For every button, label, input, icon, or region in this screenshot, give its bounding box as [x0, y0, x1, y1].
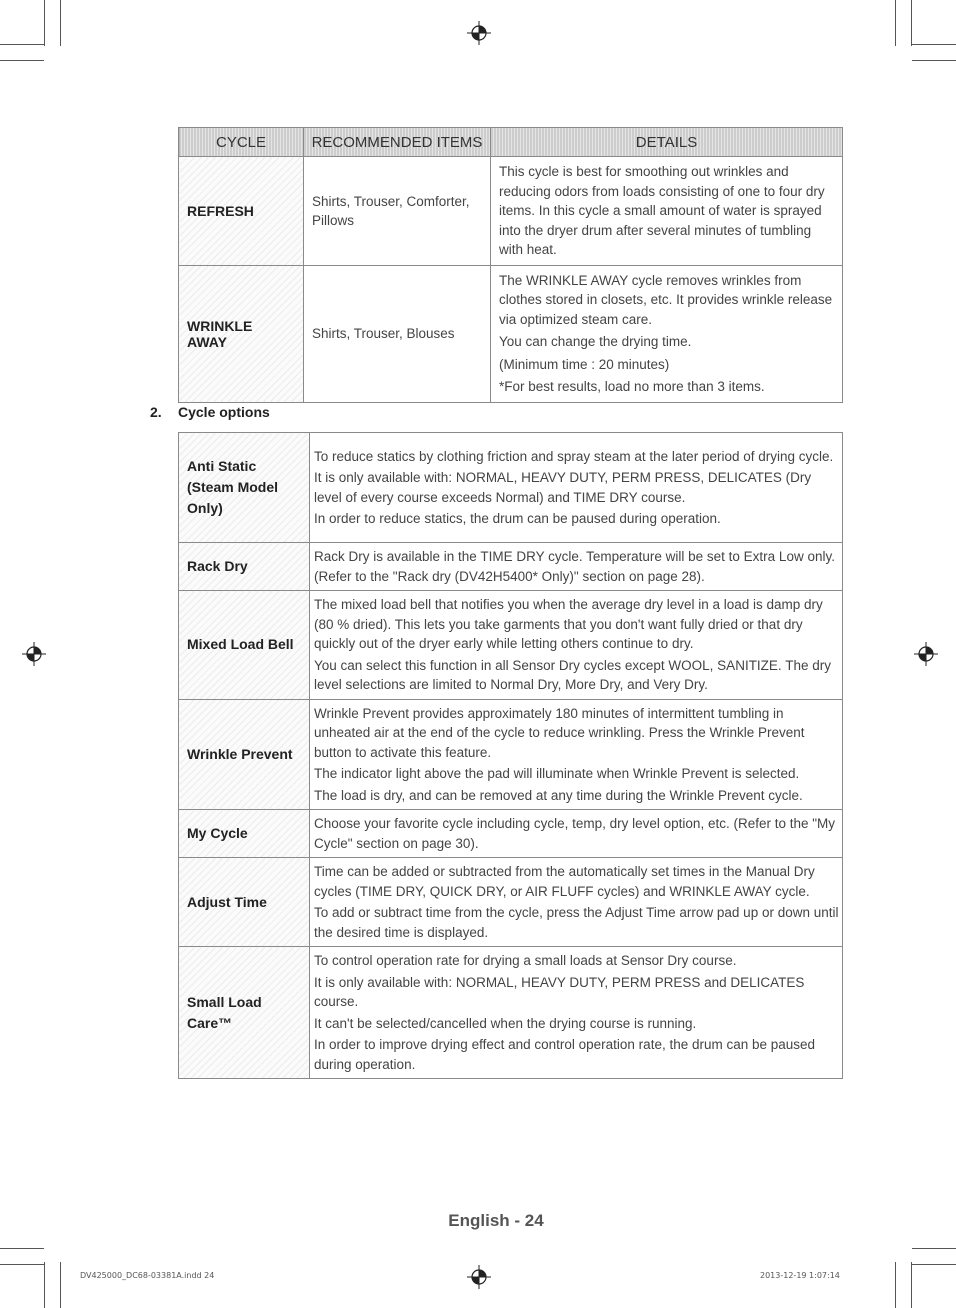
print-timestamp: 2013-12-19 1:07:14	[760, 1271, 840, 1280]
detail-text: Time can be added or subtracted from the automatically set times in the Manual Dry cycles (TIME DRY, QUICK DRY, or AIR FLUFF cycles) and WRINKLE AWAY cycle.	[314, 864, 815, 899]
crop-mark	[44, 1262, 45, 1308]
recommended-items: Shirts, Trouser, Blouses	[304, 265, 491, 402]
cycle-name: REFRESH	[179, 157, 304, 266]
crop-mark	[912, 44, 956, 45]
crop-mark	[0, 1248, 44, 1249]
table-row	[179, 810, 843, 858]
table-row	[179, 947, 843, 1079]
cycle-table-header	[179, 128, 843, 157]
option-details	[310, 810, 843, 858]
crop-mark	[911, 1262, 912, 1308]
cycle-table	[178, 127, 843, 403]
detail-text: The mixed load bell that notifies you when the average dry level in a load is damp dry (80 % dried). This lets you take garments that you don't want fully dried or that dry quickly out of the dryer early while letting others continue to dry.	[314, 597, 823, 651]
table-row	[179, 699, 843, 810]
detail-text: Wrinkle Prevent provides approximately 180 minutes of intermittent tumbling in unheated air at the end of the cycle to reduce wrinkling. Press the Wrinkle Prevent button to activate this feature.	[314, 705, 805, 760]
crop-mark	[0, 1264, 44, 1265]
table-row	[179, 591, 843, 700]
detail-text: *For best results, load no more than 3 items.	[499, 379, 765, 394]
table-row	[179, 157, 843, 266]
crop-mark	[0, 44, 44, 45]
crop-mark	[44, 0, 45, 46]
crop-mark	[912, 60, 956, 61]
detail-text: Rack Dry is available in the TIME DRY cycle. Temperature will be set to Extra Low only. (Refer to the "Rack dry (DV42H5400* Only)" section on page 28).	[314, 549, 835, 584]
option-details	[310, 699, 843, 810]
option-name: Rack Dry	[179, 543, 310, 591]
table-row	[179, 265, 843, 402]
detail-text: It is only available with: NORMAL, HEAVY DUTY, PERM PRESS and DELICATES course.	[314, 974, 805, 1009]
registration-mark-icon	[914, 642, 938, 666]
crop-mark	[60, 1262, 61, 1308]
option-details	[310, 947, 843, 1079]
option-name: My Cycle	[179, 810, 310, 858]
detail-text: Choose your favorite cycle including cycle, temp, dry level option, etc. (Refer to the "My Cycle" section on page 30).	[314, 816, 836, 851]
table-row	[179, 433, 843, 543]
cycle-name: WRINKLE AWAY	[179, 265, 304, 402]
detail-text: It is only available with: NORMAL, HEAVY DUTY, PERM PRESS, DELICATES (Dry level of every course exceeds Normal) and TIME DRY course.	[314, 470, 812, 505]
crop-mark	[895, 1262, 896, 1308]
detail-text: (Minimum time : 20 minutes)	[499, 356, 670, 372]
option-details	[310, 543, 843, 591]
registration-mark-icon	[22, 642, 46, 666]
header-cycle: CYCLE	[179, 128, 304, 157]
detail-text: The indicator light above the pad will illuminate when Wrinkle Prevent is selected.	[314, 766, 800, 781]
detail-text: It can't be selected/cancelled when the drying course is running.	[314, 1015, 697, 1031]
header-recommended-items: RECOMMENDED ITEMS	[304, 128, 491, 157]
cycle-details	[491, 265, 843, 402]
detail-text: You can select this function in all Sensor Dry cycles except WOOL, SANITIZE. The dry level selections are limited to Normal Dry, More Dry, and Very Dry.	[314, 657, 831, 692]
registration-mark-icon	[467, 21, 491, 45]
option-details	[310, 858, 843, 947]
detail-text: You can change the drying time.	[499, 334, 692, 349]
table-row	[179, 858, 843, 947]
crop-mark	[60, 0, 61, 46]
option-name: Adjust Time	[179, 858, 310, 947]
crop-mark	[0, 60, 44, 61]
file-slug: DV425000_DC68-03381A.indd 24	[80, 1271, 215, 1280]
crop-mark	[912, 1248, 956, 1249]
option-name: Small Load Care™	[179, 947, 310, 1079]
detail-text: To control operation rate for drying a small loads at Sensor Dry course.	[314, 953, 737, 968]
registration-mark-icon	[467, 1265, 491, 1289]
crop-mark	[895, 0, 896, 46]
section-heading	[150, 404, 270, 420]
cycle-details	[491, 157, 843, 266]
crop-mark	[911, 0, 912, 46]
table-row	[179, 543, 843, 591]
detail-text: To reduce statics by clothing friction and spray steam at the later period of drying cycle.	[314, 448, 834, 464]
option-name: Mixed Load Bell	[179, 591, 310, 700]
option-name: Wrinkle Prevent	[179, 699, 310, 810]
detail-text: The load is dry, and can be removed at any time during the Wrinkle Prevent cycle.	[314, 787, 803, 803]
section-title: Cycle options	[178, 404, 270, 420]
option-name: Anti Static (Steam Model Only)	[179, 433, 310, 543]
detail-text: In order to reduce statics, the drum can be paused during operation.	[314, 511, 721, 526]
page-number: English - 24	[448, 1211, 544, 1230]
recommended-items: Shirts, Trouser, Comforter, Pillows	[304, 157, 491, 266]
detail-text: This cycle is best for smoothing out wrinkles and reducing odors from loads consisting of one to four dry items. In this cycle a small amount of water is sprayed into the dryer drum after several minutes of tumbling with heat.	[499, 164, 825, 257]
crop-mark	[912, 1264, 956, 1265]
section-number: 2.	[150, 404, 162, 420]
detail-text: To add or subtract time from the cycle, press the Adjust Time arrow pad up or down until the desired time is displayed.	[314, 905, 839, 940]
cycle-options-table	[178, 432, 843, 1079]
header-details: DETAILS	[491, 128, 843, 157]
detail-text: The WRINKLE AWAY cycle removes wrinkles from clothes stored in closets, etc. It provides wrinkle release via optimized steam care.	[499, 272, 833, 327]
detail-text: In order to improve drying effect and control operation rate, the drum can be paused during operation.	[314, 1037, 816, 1072]
option-details	[310, 433, 843, 543]
option-details	[310, 591, 843, 700]
